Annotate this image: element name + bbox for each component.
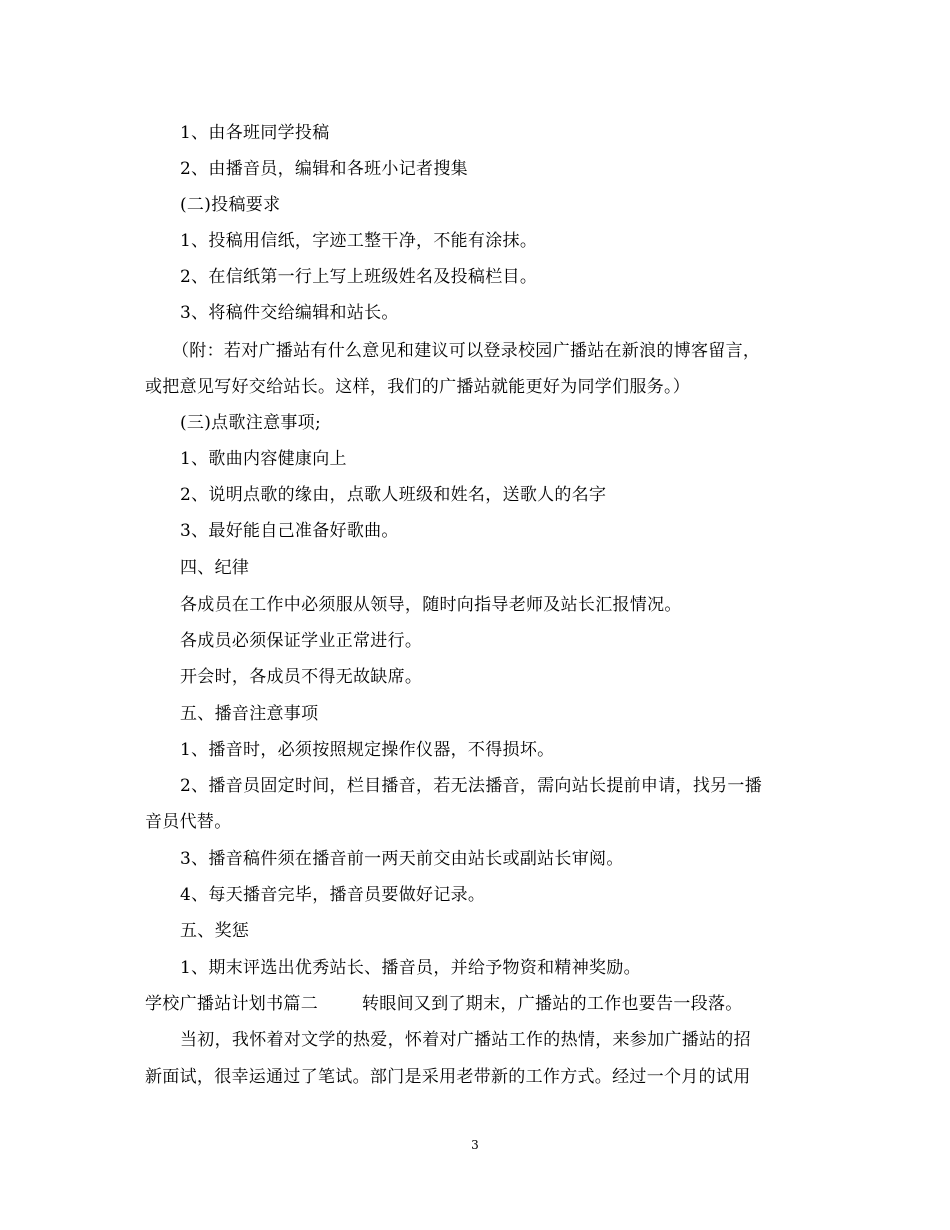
page-number: 3	[471, 1138, 479, 1152]
paragraph-line: 音员代替。	[145, 812, 232, 832]
section-heading: 五、播音注意事项	[180, 704, 319, 724]
article-first-sentence: 转眼间又到了期末，广播站的工作也要告一段落。	[362, 994, 743, 1014]
paragraph-line: 2、在信纸第一行上写上班级姓名及投稿栏目。	[180, 267, 538, 287]
paragraph-line: 2、播音员固定时间，栏目播音，若无法播音，需向站长提前申请，找另一播	[180, 776, 763, 796]
article-title: 学校广播站计划书篇二	[145, 994, 318, 1014]
paragraph-line: 当初，我怀着对文学的热爱，怀着对广播站工作的热情，来参加广播站的招	[180, 1030, 751, 1050]
paragraph-line: 开会时，各成员不得无故缺席。	[180, 667, 423, 687]
note-line: （附：若对广播站有什么意见和建议可以登录校园广播站在新浪的博客留言，	[172, 341, 761, 361]
subheading: (三)点歌注意事项;	[180, 413, 321, 433]
paragraph-line: 2、由播音员，编辑和各班小记者搜集	[180, 159, 468, 179]
paragraph-line: 2、说明点歌的缘由，点歌人班级和姓名，送歌人的名字	[180, 485, 607, 505]
paragraph-line: 1、播音时，必须按照规定操作仪器，不得损坏。	[180, 740, 555, 760]
paragraph-line: 3、最好能自己准备好歌曲。	[180, 521, 399, 541]
paragraph-line: 3、播音稿件须在播音前一两天前交由站长或副站长审阅。	[180, 849, 624, 869]
paragraph-line: 3、将稿件交给编辑和站长。	[180, 303, 399, 323]
section-heading: 五、奖惩	[180, 921, 250, 941]
paragraph-line: 各成员在工作中必须服从领导，随时向指导老师及站长汇报情况。	[180, 595, 682, 615]
note-line: 或把意见写好交给站长。这样，我们的广播站就能更好为同学们服务。）	[145, 377, 691, 397]
paragraph-line: 新面试，很幸运通过了笔试。部门是采用老带新的工作方式。经过一个月的试用	[145, 1067, 751, 1087]
paragraph-line: 各成员必须保证学业正常进行。	[180, 631, 423, 651]
paragraph-line: 1、期末评选出优秀站长、播音员，并给予物资和精神奖励。	[180, 958, 641, 978]
paragraph-line: 1、由各班同学投稿	[180, 123, 330, 143]
subheading: (二)投稿要求	[180, 195, 281, 215]
paragraph-line: 1、歌曲内容健康向上	[180, 449, 347, 469]
paragraph-line: 1、投稿用信纸，字迹工整干净，不能有涂抹。	[180, 231, 538, 251]
article-heading-line	[145, 993, 743, 1015]
section-heading: 四、纪律	[180, 558, 250, 578]
paragraph-line: 4、每天播音完毕，播音员要做好记录。	[180, 885, 486, 905]
